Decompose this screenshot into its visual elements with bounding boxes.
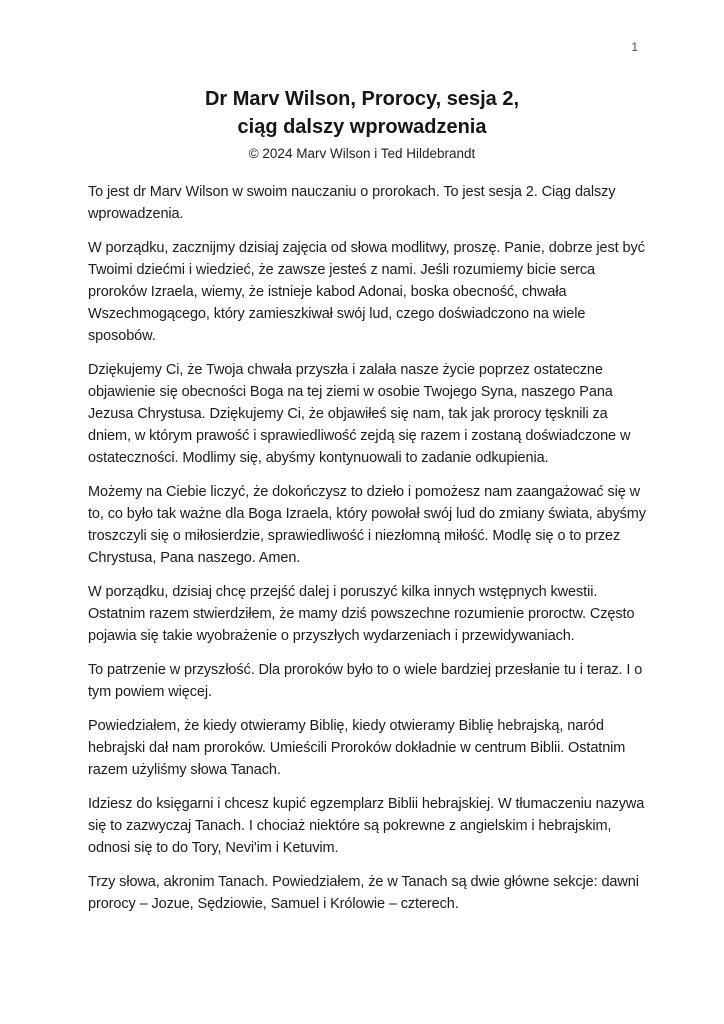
title-line-2: ciąg dalszy wprowadzenia	[237, 116, 487, 138]
page-title	[0, 85, 724, 141]
paragraph: Idziesz do księgarni i chcesz kupić egzemplarz Biblii hebrajskiej. W tłumaczeniu nazywa się to zazwyczaj Tanach. I chociaż niektóre są pokrewne z angielskim i hebrajskim, odnosi się to do Tory, Nevi'im i Ketuvim.	[88, 796, 645, 856]
paragraph: Powiedziałem, że kiedy otwieramy Biblię, kiedy otwieramy Biblię hebrajską, naród hebrajski dał nam proroków. Umieścili Proroków dokładnie w centrum Biblii. Ostatnim razem użyliśmy słowa Tanach.	[88, 718, 626, 778]
title-line-1: Dr Marv Wilson, Prorocy, sesja 2,	[204, 88, 519, 110]
paragraph: To jest dr Marv Wilson w swoim nauczaniu o prorokach. To jest sesja 2. Ciąg dalszy wprowadzenia.	[88, 184, 616, 222]
document-header	[0, 0, 724, 161]
document-body	[88, 181, 648, 915]
paragraph: To patrzenie w przyszłość. Dla proroków było to o wiele bardziej przesłanie tu i teraz. I o tym powiem więcej.	[88, 662, 643, 700]
copyright-line: © 2024 Marv Wilson i Ted Hildebrandt	[248, 146, 476, 161]
page-number: 1	[631, 40, 638, 54]
paragraph: W porządku, dzisiaj chcę przejść dalej i poruszyć kilka innych wstępnych kwestii. Ostatnim razem stwierdziłem, że mamy dziś powszechne rozumienie proroctw. Często pojawia się takie wyobrażenie o przyszłych wydarzeniach i przewidywaniach.	[88, 584, 635, 644]
paragraph: W porządku, zacznijmy dzisiaj zajęcia od słowa modlitwy, proszę. Panie, dobrze jest być Twoimi dziećmi i wiedzieć, że zawsze jesteś z nami. Jeśli rozumiemy bicie serca proroków Izraela, wiemy, że istnieje kabod Adonai, boska obecność, chwała Wszechmogącego, który zamieszkiwał swój lud, czego doświadczono na wiele sposobów.	[88, 240, 645, 344]
paragraph: Dziękujemy Ci, że Twoja chwała przyszła i zalała nasze życie poprzez ostateczne objawienie się obecności Boga na tej ziemi w osobie Twojego Syna, naszego Pana Jezusa Chrystusa. Dziękujemy Ci, że objawiłeś się nam, tak jak prorocy tęsknili za dniem, w którym prawość i sprawiedliwość zejdą się razem i zostaną doświadczone w ostateczności. Modlimy się, abyśmy kontynuowali to zadanie odkupienia.	[88, 362, 631, 466]
paragraph: Trzy słowa, akronim Tanach. Powiedziałem, że w Tanach są dwie główne sekcje: dawni prorocy – Jozue, Sędziowie, Samuel i Królowie – czterech.	[88, 874, 639, 912]
paragraph: Możemy na Ciebie liczyć, że dokończysz to dzieło i pomożesz nam zaangażować się w to, co było tak ważne dla Boga Izraela, który powołał swój lud do zmiany świata, abyśmy troszczyli się o miłosierdzie, sprawiedliwość i niezłomną miłość. Modlę się o to przez Chrystusa, Pana naszego. Amen.	[88, 484, 646, 566]
